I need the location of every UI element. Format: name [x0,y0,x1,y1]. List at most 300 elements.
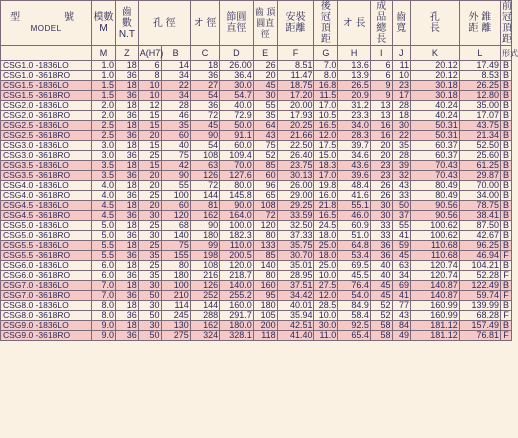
cell-hole: 77 [392,301,410,311]
cell-model: CSG3.0 -1836LO [1,141,92,151]
cell-front: 59.74 [459,291,500,301]
cell-teeth: 18 [115,61,138,71]
cell-tip: 50.0 [220,121,254,131]
cell-outer-cone: 80.49 [411,191,460,201]
sym-l: L [459,46,500,61]
cell-total: 51.0 [338,231,371,241]
cell-back: 35.94 [277,311,314,321]
cell-face: 30 [370,211,392,221]
cell-total: 76.4 [338,281,371,291]
cell-total: 64.8 [338,241,371,251]
cell-bore: 10 [138,81,161,91]
cell-form: B [501,81,512,91]
cell-outer: 60 [161,131,190,141]
header-pitch: 節圓 直徑 [220,1,254,46]
cell-module: 5.5 [92,241,116,251]
cell-hole: 35 [392,141,410,151]
cell-length: 28.5 [314,301,338,311]
cell-face: 13 [370,111,392,121]
cell-teeth: 36 [115,191,138,201]
cell-form: B [501,321,512,331]
cell-teeth: 18 [115,321,138,331]
cell-hole: 43 [392,311,410,321]
cell-outer-cone: 30.18 [411,81,460,91]
cell-bore: 20 [138,131,161,141]
cell-back: 30.70 [277,251,314,261]
sym-b: B [161,46,190,61]
cell-mount: 80 [253,271,277,281]
cell-pitch: 90 [190,221,219,231]
cell-form: B [501,181,512,191]
cell-length: 21.8 [314,201,338,211]
cell-outer: 155 [161,251,190,261]
cell-outer-cone: 140.87 [411,291,460,301]
cell-mount: 85 [253,161,277,171]
cell-hole: 50 [392,201,410,211]
cell-tip: 30.0 [220,81,254,91]
cell-front: 70.00 [459,181,500,191]
header-tip: 齒 頂 圓直徑 [253,1,277,46]
cell-model: CSG1.0 -1836LO [1,61,92,71]
cell-outer-cone: 140.87 [411,281,460,291]
sym-c: C [190,46,219,61]
table-row [1,171,512,181]
cell-model: CSG5.0 -3618RO [1,231,92,241]
cell-model: CSG5.5 -1836LO [1,241,92,251]
cell-hole: 39 [392,161,410,171]
cell-outer-cone: 20.12 [411,61,460,71]
cell-bore: 15 [138,161,161,171]
cell-form: B [501,241,512,251]
table-row [1,291,512,301]
cell-front: 96.25 [459,241,500,251]
cell-bore: 35 [138,271,161,281]
cell-outer: 55 [161,181,190,191]
sym-m: M [92,46,116,61]
cell-length: 11.0 [314,331,338,341]
header-teeth: 齒數 N.T [115,1,138,46]
cell-tip: 70.0 [220,161,254,171]
cell-teeth: 18 [115,81,138,91]
cell-length: 17.5 [314,141,338,151]
cell-face: 13 [370,101,392,111]
cell-face: 26 [370,191,392,201]
cell-total: 20.9 [338,91,371,101]
cell-form: B [501,71,512,81]
cell-outer: 100 [161,191,190,201]
cell-mount: 108 [253,201,277,211]
cell-outer: 34 [161,91,190,101]
cell-mount: 85 [253,251,277,261]
cell-pitch: 108 [190,261,219,271]
cell-pitch: 144 [190,191,219,201]
cell-front: 139.99 [459,301,500,311]
cell-face: 9 [370,91,392,101]
cell-back: 8.51 [277,61,314,71]
cell-back: 34.42 [277,291,314,301]
cell-total: 34.0 [338,121,371,131]
cell-face: 16 [370,131,392,141]
cell-face: 52 [370,301,392,311]
cell-model: CSG8.0 -3618RO [1,311,92,321]
cell-hole: 23 [392,81,410,91]
cell-bore: 50 [138,331,161,341]
sym-h: H [338,46,371,61]
table-row [1,141,512,151]
cell-total: 48.4 [338,181,371,191]
cell-teeth: 18 [115,301,138,311]
cell-model: CSG5.0 -1836LO [1,221,92,231]
table-row [1,81,512,91]
cell-model: CSG4.0 -1836LO [1,181,92,191]
cell-outer-cone: 110.68 [411,241,460,251]
cell-back: 32.50 [277,221,314,231]
cell-module: 2.5 [92,131,116,141]
cell-model: CSG3.5 -3618RO [1,171,92,181]
cell-form: B [501,141,512,151]
cell-pitch: 18 [190,61,219,71]
cell-face: 36 [370,241,392,251]
cell-outer: 275 [161,331,190,341]
header-model: 型 號 MODEL [1,1,92,46]
cell-face: 58 [370,321,392,331]
table-row [1,231,512,241]
cell-front: 68.28 [459,311,500,321]
cell-model: CSG2.5 -3618RO [1,131,92,141]
cell-length: 16.8 [314,81,338,91]
cell-teeth: 18 [115,181,138,191]
cell-mount: 75 [253,141,277,151]
table-row [1,271,512,281]
cell-bore: 12 [138,101,161,111]
cell-mount: 118 [253,331,277,341]
cell-hole: 37 [392,211,410,221]
cell-model: CSG6.0 -3618RO [1,271,92,281]
cell-front: 52.50 [459,141,500,151]
cell-tip: 200.5 [220,251,254,261]
cell-teeth: 18 [115,241,138,251]
cell-outer: 80 [161,261,190,271]
cell-tip: 164.0 [220,211,254,221]
cell-module: 3.0 [92,141,116,151]
sym-e: E [253,46,277,61]
cell-outer-cone: 70.43 [411,161,460,171]
cell-outer-cone: 70.43 [411,171,460,181]
cell-module: 2.0 [92,111,116,121]
cell-model: CSG7.0 -3618RO [1,291,92,301]
cell-pitch: 81 [190,201,219,211]
cell-model: CSG5.5 -3618RO [1,251,92,261]
cell-mount: 72 [253,211,277,221]
cell-mount: 30 [253,91,277,101]
cell-module: 4.0 [92,181,116,191]
table-row [1,331,512,341]
cell-length: 18.3 [314,161,338,171]
cell-tip: 180.0 [220,321,254,331]
cell-hole: 45 [392,251,410,261]
header-length: オ 長 [338,1,371,46]
cell-face: 6 [370,61,392,71]
cell-teeth: 36 [115,151,138,161]
cell-mount: 200 [253,321,277,331]
cell-pitch: 99 [190,241,219,251]
cell-bore: 30 [138,231,161,241]
cell-length: 30.0 [314,321,338,331]
cell-hole: 32 [392,171,410,181]
table-row [1,161,512,171]
cell-mount: 35 [253,111,277,121]
cell-hole: 28 [392,151,410,161]
sym-z: Z [115,46,138,61]
cell-mount: 120 [253,221,277,231]
cell-face: 33 [370,221,392,231]
cell-teeth: 36 [115,251,138,261]
cell-bore: 25 [138,151,161,161]
cell-outer-cone: 110.68 [411,251,460,261]
cell-module: 3.5 [92,161,116,171]
table-row [1,251,512,261]
cell-form: B [501,111,512,121]
cell-total: 43.6 [338,161,371,171]
cell-tip: 72.9 [220,111,254,121]
cell-length: 16.0 [314,191,338,201]
cell-length: 12.0 [314,131,338,141]
cell-form: B [501,61,512,71]
cell-module: 4.5 [92,211,116,221]
table-row [1,191,512,201]
cell-model: CSG1.0 -3618RO [1,71,92,81]
header-module: 模數 M [92,1,116,46]
cell-back: 41.40 [277,331,314,341]
table-row [1,211,512,221]
sym-g: G [314,46,338,61]
cell-form: B [501,211,512,221]
cell-total: 45.5 [338,271,371,281]
cell-module: 9.0 [92,321,116,331]
cell-pitch: 198 [190,251,219,261]
cell-teeth: 36 [115,131,138,141]
cell-outer-cone: 30.18 [411,91,460,101]
table-row [1,311,512,321]
cell-outer: 60 [161,201,190,211]
cell-model: CSG4.5 -3618RO [1,211,92,221]
cell-outer-cone: 60.37 [411,151,460,161]
cell-teeth: 18 [115,141,138,151]
cell-length: 7.0 [314,61,338,71]
cell-form: F [501,291,512,301]
cell-total: 46.0 [338,211,371,221]
cell-bore: 30 [138,281,161,291]
cell-face: 45 [370,291,392,301]
table-row [1,201,512,211]
cell-bore: 15 [138,111,161,121]
cell-face: 58 [370,331,392,341]
header-outer-cone: 外 錐 距 離 [459,1,500,46]
cell-module: 6.0 [92,261,116,271]
cell-outer: 120 [161,211,190,221]
cell-mount: 140 [253,261,277,271]
cell-pitch: 36 [190,71,219,81]
cell-length: 17.0 [314,101,338,111]
cell-length: 25.0 [314,261,338,271]
cell-mount: 26 [253,61,277,71]
cell-back: 21.66 [277,131,314,141]
cell-pitch: 252 [190,291,219,301]
cell-total: 26.5 [338,81,371,91]
table-row [1,281,512,291]
table-row [1,131,512,141]
cell-front: 157.49 [459,321,500,331]
cell-length: 10.5 [314,111,338,121]
cell-length: 16.5 [314,211,338,221]
cell-front: 87.50 [459,221,500,231]
cell-face: 52 [370,311,392,321]
header-row-names [1,1,512,46]
header-row-symbols [1,46,512,61]
cell-outer-cone: 60.37 [411,141,460,151]
cell-front: 17.07 [459,111,500,121]
cell-front: 25.60 [459,151,500,161]
cell-teeth: 18 [115,221,138,231]
cell-outer-cone: 120.74 [411,271,460,281]
cell-front: 104.21 [459,261,500,271]
cell-teeth: 18 [115,161,138,171]
table-row [1,111,512,121]
cell-outer: 35 [161,121,190,131]
cell-form: B [501,231,512,241]
table-row [1,261,512,271]
cell-outer: 180 [161,271,190,281]
cell-pitch: 126 [190,171,219,181]
cell-back: 17.20 [277,91,314,101]
cell-back: 30.13 [277,171,314,181]
cell-total: 69.5 [338,261,371,271]
cell-tip: 255.2 [220,291,254,301]
cell-front: 29.87 [459,171,500,181]
cell-length: 16.5 [314,121,338,131]
cell-module: 7.0 [92,291,116,301]
cell-tip: 145.8 [220,191,254,201]
cell-front: 52.28 [459,271,500,281]
cell-form: B [501,191,512,201]
cell-total: 39.6 [338,171,371,181]
header-front: 前 冠 頂 距 [502,1,513,45]
cell-back: 29.00 [277,191,314,201]
header-mount: 安裝 距離 [277,1,314,46]
cell-back: 18.75 [277,81,314,91]
cell-total: 54.0 [338,291,371,301]
cell-outer-cone: 20.12 [411,71,460,81]
cell-module: 1.0 [92,71,116,81]
cell-model: CSG4.5 -1836LO [1,201,92,211]
cell-form: B [501,281,512,291]
cell-model: CSG2.0 -1836LO [1,101,92,111]
cell-outer: 14 [161,61,190,71]
cell-model: CSG3.5 -1836LO [1,161,92,171]
cell-model: CSG2.0 -3618RO [1,111,92,121]
cell-mount: 20 [253,71,277,81]
cell-module: 1.5 [92,81,116,91]
cell-outer-cone: 100.62 [411,231,460,241]
cell-total: 55.1 [338,201,371,211]
cell-length: 25.0 [314,241,338,251]
cell-teeth: 18 [115,121,138,131]
cell-face: 9 [370,81,392,91]
cell-pitch: 108 [190,151,219,161]
cell-form: F [501,251,512,261]
cell-outer: 46 [161,111,190,121]
cell-front: 43.75 [459,121,500,131]
cell-bore: 15 [138,141,161,151]
cell-teeth: 36 [115,311,138,321]
cell-back: 26.00 [277,181,314,191]
cell-outer: 114 [161,301,190,311]
cell-hole: 11 [392,61,410,71]
cell-form: B [501,91,512,101]
cell-front: 122.49 [459,281,500,291]
cell-model: CSG6.0 -1836LO [1,261,92,271]
cell-model: CSG1.5 -3618RO [1,91,92,101]
cell-form: F [501,271,512,281]
cell-tip: 218.7 [220,271,254,281]
cell-outer: 75 [161,241,190,251]
cell-outer: 68 [161,221,190,231]
table-row [1,61,512,71]
cell-tip: 40.0 [220,101,254,111]
cell-length: 12.0 [314,291,338,301]
cell-length: 27.5 [314,281,338,291]
cell-pitch: 324 [190,331,219,341]
cell-face: 45 [370,281,392,291]
cell-back: 20.25 [277,121,314,131]
cell-face: 36 [370,251,392,261]
cell-outer: 245 [161,311,190,321]
cell-form: B [501,171,512,181]
cell-outer: 210 [161,291,190,301]
cell-face: 26 [370,181,392,191]
cell-outer: 90 [161,171,190,181]
cell-face: 40 [370,271,392,281]
cell-front: 46.94 [459,251,500,261]
cell-outer: 40 [161,141,190,151]
table-body [1,61,512,341]
cell-outer-cone: 80.49 [411,181,460,191]
cell-form: B [501,201,512,211]
cell-bore: 30 [138,211,161,221]
cell-back: 37.51 [277,281,314,291]
cell-bore: 20 [138,171,161,181]
cell-mount: 65 [253,191,277,201]
table-row [1,301,512,311]
cell-bore: 20 [138,181,161,191]
cell-back: 20.00 [277,101,314,111]
cell-hole: 84 [392,321,410,331]
cell-outer: 34 [161,71,190,81]
cell-back: 33.59 [277,211,314,221]
cell-bore: 8 [138,71,161,81]
cell-mount: 64 [253,121,277,131]
table-row [1,71,512,81]
cell-front: 8.53 [459,71,500,81]
cell-total: 23.3 [338,111,371,121]
cell-tip: 100.0 [220,221,254,231]
cell-face: 23 [370,161,392,171]
cell-tip: 91.1 [220,131,254,141]
cell-back: 23.75 [277,161,314,171]
cell-hole: 18 [392,111,410,121]
cell-teeth: 36 [115,71,138,81]
cell-tip: 109.4 [220,151,254,161]
